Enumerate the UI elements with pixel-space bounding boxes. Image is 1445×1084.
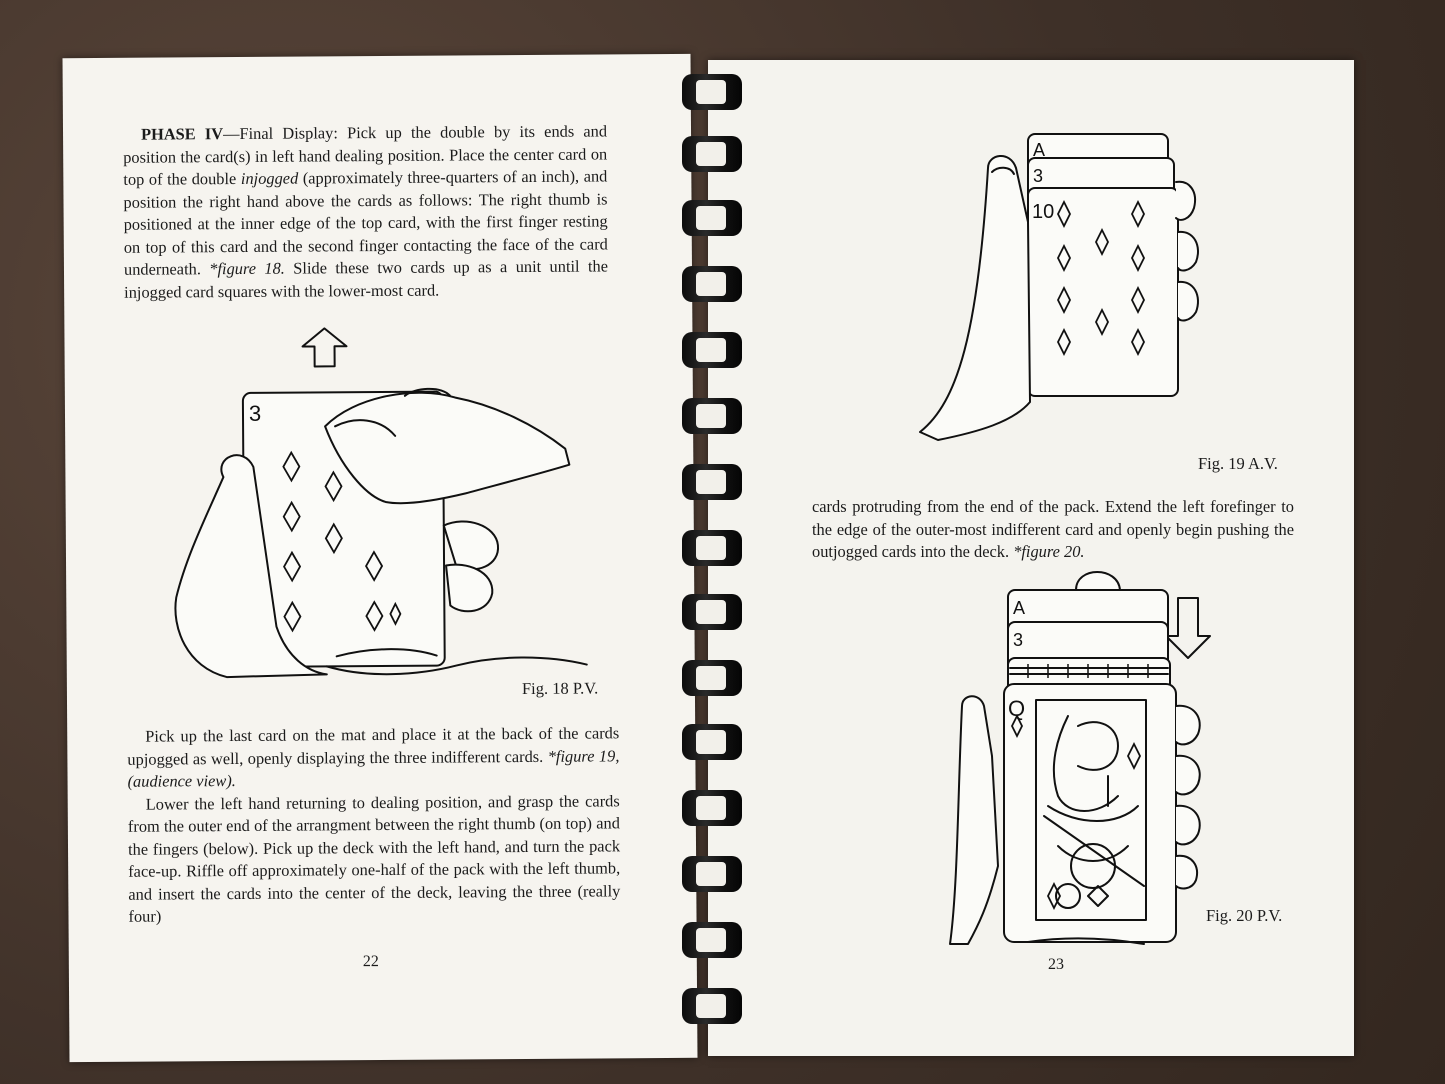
figure19-card-index-ten: 10 bbox=[1032, 201, 1055, 223]
binding-ring bbox=[682, 922, 742, 958]
binding-ring bbox=[682, 594, 742, 630]
binding-ring bbox=[682, 464, 742, 500]
figure-18-illustration bbox=[164, 324, 617, 687]
figure19-card-index-ace: A bbox=[1033, 140, 1046, 160]
figure-19-illustration bbox=[918, 132, 1258, 452]
figure20-card-index-three: 3 bbox=[1013, 630, 1024, 650]
left-paragraph-1: PHASE IV—Final Display: Pick up the double by its ends and position the card(s) in left hand dealing position. Place the center card on top of the double injogged (approximately three-quarters of an inch), and position the right hand above the cards as follows: The right thumb is positioned at the inner edge of the top card, with the first finger resting on top of this card and the second finger contacting the face of the card underneath. *figure 18. Slide these two cards up as a unit until the injogged card squares with the lower-most card. bbox=[123, 121, 609, 302]
binding-ring bbox=[682, 660, 742, 696]
figure-20-illustration bbox=[948, 566, 1328, 946]
figure20-card-index-queen: Q bbox=[1008, 696, 1026, 721]
figure20-card-index-ace: A bbox=[1013, 598, 1026, 618]
binding-ring bbox=[682, 530, 742, 566]
figure18-card-index: 3 bbox=[248, 400, 262, 426]
left-paragraph-2: Pick up the last card on the mat and place it at the back of the cards upjogged as well, openly displaying the three indifferent cards. *figure 19, (audience view). Lower the left hand returning to dealing position, and grasp the cards from the outer end of the arrangment between the right thumb (on top) and the fingers (below). Pick up the deck with the left hand, and turn the pack face-up. Riffle off approximately one-half of the pack with the left thumb, and insert the cards into the center of the deck, leaving the three (really four) bbox=[127, 723, 621, 926]
binding-ring bbox=[682, 266, 742, 302]
binding-ring bbox=[682, 988, 742, 1024]
right-page bbox=[708, 60, 1354, 1056]
binding-ring bbox=[682, 74, 742, 110]
right-page-number: 23 bbox=[1048, 956, 1064, 973]
spiral-binding bbox=[678, 70, 748, 1060]
figure-20-caption: Fig. 20 P.V. bbox=[1206, 906, 1283, 925]
binding-ring bbox=[682, 332, 742, 368]
binding-ring bbox=[682, 398, 742, 434]
binding-ring bbox=[682, 856, 742, 892]
binding-ring bbox=[682, 136, 742, 172]
right-paragraph-1: cards protruding from the end of the pack. Extend the left forefinger to the edge of the outer-most indifferent card and openly begin pushing the outjogged cards into the deck. *figure 20. bbox=[812, 497, 1294, 561]
figure19-card-index-three: 3 bbox=[1033, 166, 1044, 186]
figure-18-caption: Fig. 18 P.V. bbox=[521, 678, 599, 699]
left-page bbox=[63, 54, 698, 1062]
figure-19-caption: Fig. 19 A.V. bbox=[1198, 454, 1278, 473]
binding-ring bbox=[682, 200, 742, 236]
binding-ring bbox=[682, 724, 742, 760]
left-page-number: 22 bbox=[362, 953, 379, 971]
phase-heading: PHASE IV bbox=[140, 124, 224, 144]
binding-ring bbox=[682, 790, 742, 826]
